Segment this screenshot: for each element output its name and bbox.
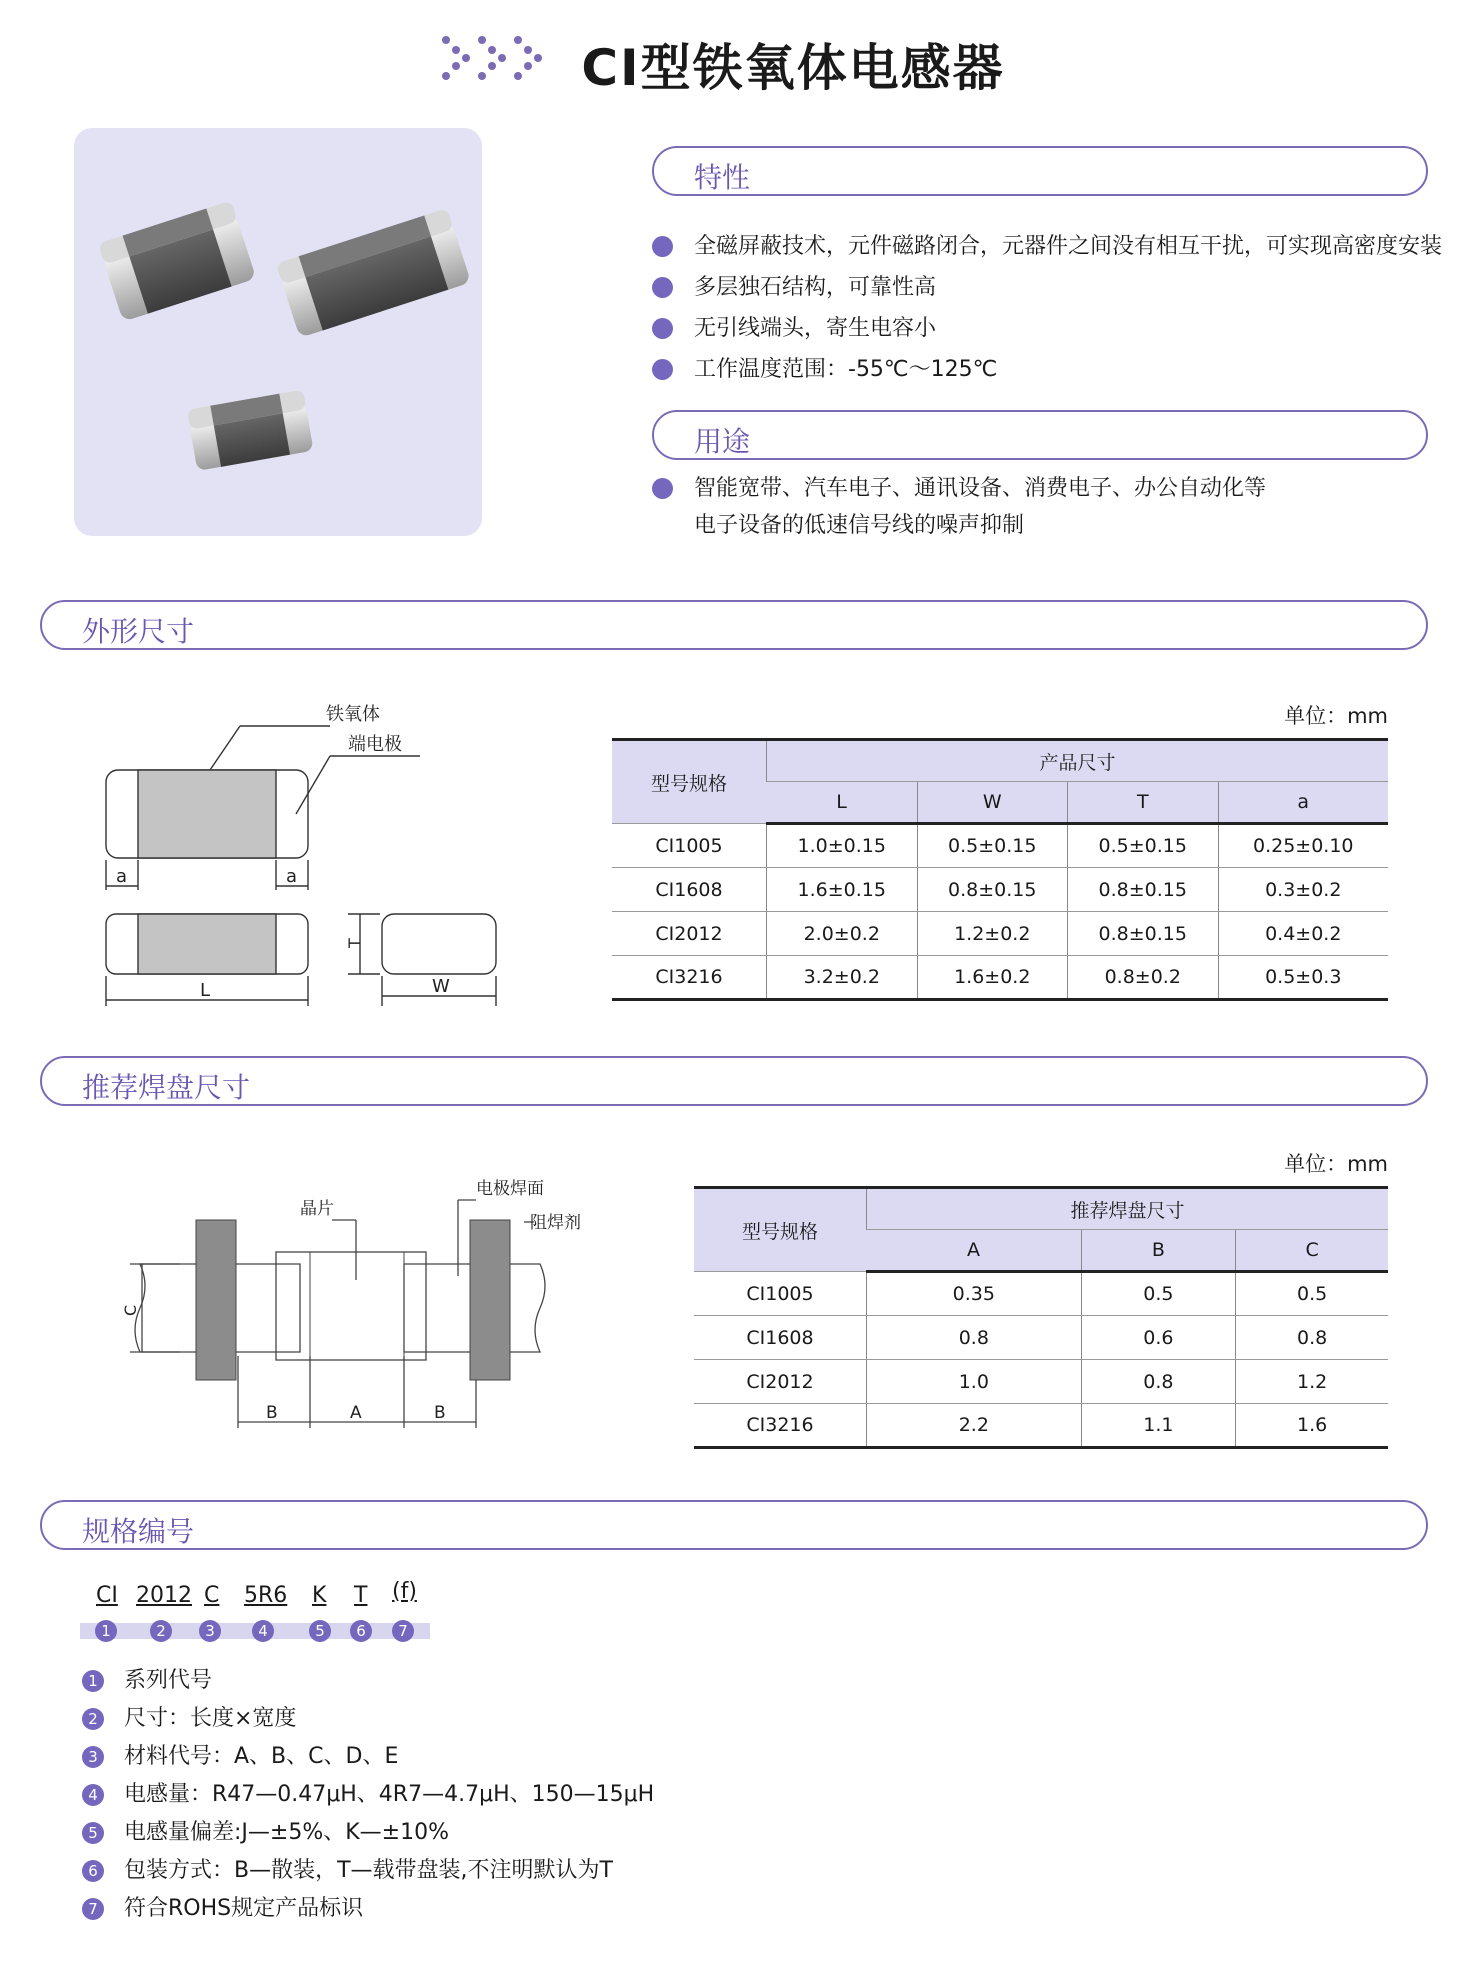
table-row: CI1005 1.0±0.15 0.5±0.15 0.5±0.15 0.25±0.10 — [612, 824, 1388, 868]
usage-list — [652, 470, 1266, 544]
pad-header — [40, 1056, 1428, 1106]
features-heading: 特性 — [694, 161, 751, 194]
product-photo — [74, 128, 482, 536]
feature-item: 全磁屏蔽技术，元件磁路闭合，元器件之间没有相互干扰，可实现高密度安装 — [652, 226, 1442, 267]
col-header-T: T — [1068, 782, 1219, 824]
solder-resist-label: 阻焊剂 — [530, 1213, 581, 1233]
spec-heading: 规格编号 — [82, 1515, 195, 1548]
dim-W: W — [432, 976, 450, 997]
number-badge: 2 — [150, 1620, 172, 1642]
code-part-size: 2012 — [136, 1583, 192, 1608]
code-part-packing: T — [354, 1583, 368, 1608]
legend-item: 6 包装方式：B—散装，T—载带盘装,不注明默认为T — [82, 1852, 654, 1890]
dimensions-header — [40, 600, 1428, 650]
table-row: CI2012 1.0 0.8 1.2 — [694, 1360, 1388, 1404]
dimensions-unit: 单位：mm — [1284, 704, 1388, 728]
dim-C: C — [121, 1304, 140, 1316]
table-row: CI1608 1.6±0.15 0.8±0.15 0.8±0.15 0.3±0.2 — [612, 868, 1388, 912]
table-row: CI1005 0.35 0.5 0.5 — [694, 1272, 1388, 1316]
bullet-icon — [652, 318, 673, 339]
dim-A: A — [350, 1403, 362, 1423]
spec-header — [40, 1500, 1428, 1550]
col-header-a: a — [1218, 782, 1388, 824]
col-header-A: A — [867, 1230, 1082, 1272]
dimensions-table — [612, 738, 1388, 1001]
table-row: CI2012 2.0±0.2 1.2±0.2 0.8±0.15 0.4±0.2 — [612, 912, 1388, 956]
number-badge: 3 — [199, 1620, 221, 1642]
number-badge: 6 — [350, 1620, 372, 1642]
number-badge: 7 — [392, 1620, 414, 1642]
table-row: CI3216 3.2±0.2 1.6±0.2 0.8±0.2 0.5±0.3 — [612, 956, 1388, 1000]
legend-item: 4 电感量：R47—0.47μH、4R7—4.7μH、150—15μH — [82, 1776, 654, 1814]
col-header-model: 型号规格 — [612, 740, 767, 824]
page-title: CI型铁氧体电感器 — [581, 39, 1005, 97]
dim-a-right: a — [286, 866, 298, 887]
usage-header — [652, 410, 1428, 460]
code-part-tolerance: K — [312, 1583, 327, 1608]
bullet-icon — [652, 359, 673, 380]
col-header-W: W — [917, 782, 1068, 824]
pad-unit: 单位：mm — [1284, 1152, 1388, 1176]
pad-diagram — [120, 1179, 581, 1440]
dim-L: L — [200, 980, 211, 1001]
ferrite-label: 铁氧体 — [326, 704, 380, 725]
legend-item: 2 尺寸：长度×宽度 — [82, 1700, 654, 1738]
col-header-B: B — [1081, 1230, 1236, 1272]
bullet-icon — [652, 236, 673, 257]
dim-T: T — [345, 938, 364, 948]
pad-heading: 推荐焊盘尺寸 — [82, 1071, 251, 1104]
number-badge: 1 — [95, 1620, 117, 1642]
features-list — [652, 226, 1442, 390]
pad-surface-label: 电极焊面 — [476, 1179, 544, 1199]
pad-table — [694, 1186, 1388, 1449]
number-badge: 5 — [309, 1620, 331, 1642]
table-row: CI1608 0.8 0.6 0.8 — [694, 1316, 1388, 1360]
legend-item: 3 材料代号：A、B、C、D、E — [82, 1738, 654, 1776]
legend-item: 5 电感量偏差:J—±5%、K—±10% — [82, 1814, 654, 1852]
features-header — [652, 146, 1428, 196]
dim-B-right: B — [434, 1403, 446, 1423]
table-row: CI3216 2.2 1.1 1.6 — [694, 1404, 1388, 1448]
dimension-diagram — [90, 690, 530, 1010]
col-group-header: 产品尺寸 — [767, 740, 1389, 782]
bullet-icon — [652, 277, 673, 298]
dim-B-left: B — [266, 1403, 278, 1423]
col-header-model: 型号规格 — [694, 1188, 867, 1272]
code-part-material: C — [204, 1583, 220, 1608]
usage-heading: 用途 — [694, 425, 751, 458]
dimensions-heading: 外形尺寸 — [82, 615, 195, 648]
feature-item: 多层独石结构，可靠性高 — [652, 267, 1442, 308]
number-badge: 4 — [252, 1620, 274, 1642]
spec-legend — [82, 1662, 654, 1928]
col-header-L: L — [767, 782, 918, 824]
legend-item: 7 符合ROHS规定产品标识 — [82, 1890, 654, 1928]
code-part-series: CI — [96, 1583, 118, 1608]
usage-item: 智能宽带、汽车电子、通讯设备、消费电子、办公自动化等 电子设备的低速信号线的噪声抑制 — [652, 470, 1266, 544]
col-group-header: 推荐焊盘尺寸 — [867, 1188, 1389, 1230]
electrode-label: 端电极 — [348, 734, 402, 755]
feature-item: 无引线端头，寄生电容小 — [652, 308, 1442, 349]
feature-item: 工作温度范围：-55℃～125℃ — [652, 349, 1442, 390]
dim-a-left: a — [116, 866, 128, 887]
code-part-inductance: 5R6 — [244, 1583, 288, 1608]
chip-label: 晶片 — [300, 1199, 334, 1219]
code-part-rohs: (f) — [392, 1579, 417, 1604]
bullet-icon — [652, 478, 673, 499]
legend-item: 1 系列代号 — [82, 1662, 654, 1700]
col-header-C: C — [1236, 1230, 1388, 1272]
